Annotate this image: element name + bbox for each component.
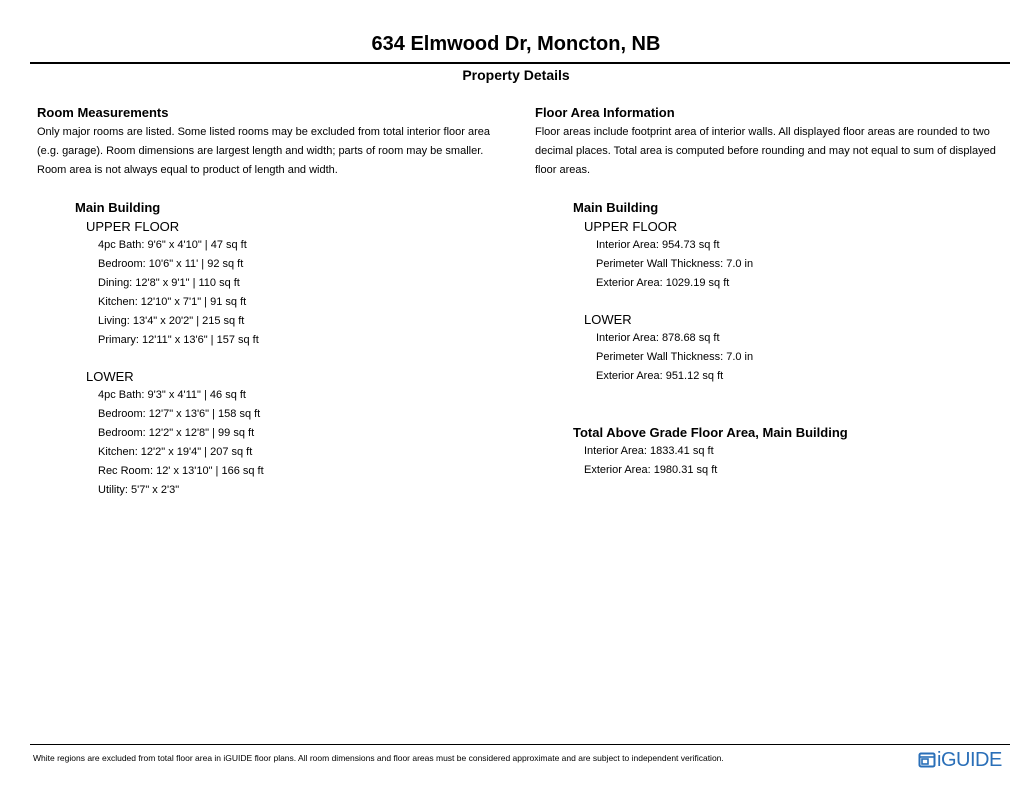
page-subtitle: Property Details — [462, 67, 570, 83]
room-item: Bedroom: 12'2" x 12'8" | 99 sq ft — [98, 427, 255, 439]
room-item: Primary: 12'11" x 13'6" | 157 sq ft — [98, 334, 259, 346]
room-item: Living: 13'4" x 20'2" | 215 sq ft — [98, 315, 245, 327]
area-item: Interior Area: 954.73 sq ft — [596, 239, 720, 251]
room-list — [75, 198, 475, 500]
room-item: Rec Room: 12' x 13'10" | 166 sq ft — [98, 465, 264, 477]
room-item: 4pc Bath: 9'6" x 4'10" | 47 sq ft — [98, 239, 247, 251]
area-item: Exterior Area: 951.12 sq ft — [596, 370, 724, 382]
room-measurements-section — [37, 104, 512, 180]
room-measurements-description: Only major rooms are listed. Some listed rooms may be excluded from total interior floor area (e.g. garage). Room dimensions are largest length and width; parts of room may be smaller. Room area is not always equal to product of length and width. — [37, 126, 491, 176]
floor-area-description: Floor areas include footprint area of interior walls. All displayed floor areas are rounded to two decimal places. Total area is computed before rounding and may not equal to sum of displayed floor areas. — [535, 126, 996, 176]
floor-area-list — [573, 198, 993, 480]
room-building-title: Main Building — [75, 200, 161, 215]
area-item: Perimeter Wall Thickness: 7.0 in — [596, 258, 754, 270]
room-item: Bedroom: 12'7" x 13'6" | 158 sq ft — [98, 408, 261, 420]
total-area-item: Exterior Area: 1980.31 sq ft — [584, 464, 718, 476]
room-item: Bedroom: 10'6" x 11' | 92 sq ft — [98, 258, 244, 270]
room-floor-title: LOWER — [86, 369, 134, 384]
area-floor-title: UPPER FLOOR — [584, 219, 678, 234]
room-measurements-heading: Room Measurements — [37, 105, 169, 120]
area-item: Exterior Area: 1029.19 sq ft — [596, 277, 730, 289]
iguide-logo — [918, 748, 1002, 772]
area-floor-title: LOWER — [584, 312, 632, 327]
room-item: Kitchen: 12'2" x 19'4" | 207 sq ft — [98, 446, 253, 458]
property-address: 634 Elmwood Dr, Moncton, NB — [371, 33, 661, 55]
area-item: Perimeter Wall Thickness: 7.0 in — [596, 351, 754, 363]
area-item: Interior Area: 878.68 sq ft — [596, 332, 720, 344]
total-area-item: Interior Area: 1833.41 sq ft — [584, 445, 714, 457]
floor-area-heading: Floor Area Information — [535, 105, 675, 120]
footer-disclaimer: White regions are excluded from total floor area in iGUIDE floor plans. All room dimensions and floor areas must be considered approximate and are subject to independent verification. — [33, 753, 724, 763]
iguide-logo-icon — [918, 751, 936, 769]
total-area-heading: Total Above Grade Floor Area, Main Building — [573, 425, 848, 440]
room-item: Utility: 5'7" x 2'3" — [98, 484, 180, 496]
room-item: Dining: 12'8" x 9'1" | 110 sq ft — [98, 277, 240, 289]
header-divider — [30, 62, 1010, 64]
room-floor-title: UPPER FLOOR — [86, 219, 180, 234]
footer-divider — [30, 744, 1010, 745]
iguide-logo-text: iGUIDE — [937, 749, 1002, 771]
room-item: 4pc Bath: 9'3" x 4'11" | 46 sq ft — [98, 389, 246, 401]
floor-area-section — [535, 104, 1015, 180]
room-item: Kitchen: 12'10" x 7'1" | 91 sq ft — [98, 296, 247, 308]
area-building-title: Main Building — [573, 200, 659, 215]
